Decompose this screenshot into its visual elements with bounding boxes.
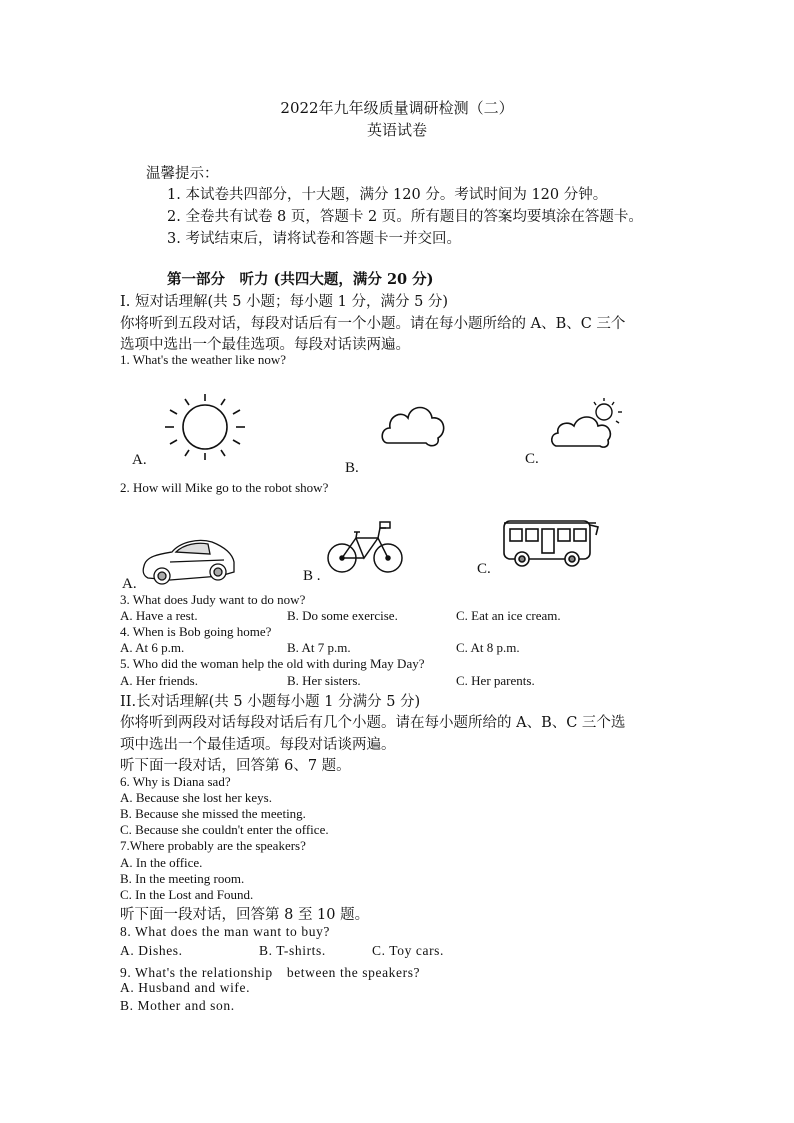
q5-option-b: B. Her sisters.: [287, 673, 361, 688]
dialog2-intro: 听下面一段对话，回答第 8 至 10 题。: [120, 907, 370, 923]
q9-question: 9. What's the relationship between the speakers?: [120, 965, 421, 980]
q1-option-a-label: A.: [132, 452, 147, 468]
q7-option-a: A. In the office.: [120, 855, 203, 870]
exam-subtitle: 英语试卷: [366, 121, 427, 139]
section2-instruction-1: 你将听到两段对话每段对话后有几个小题。请在每小题所给的 A、B、C 三个选: [120, 715, 626, 731]
q6-question: 6. Why is Diana sad?: [120, 774, 231, 789]
q7-option-b: B. In the meeting room.: [120, 871, 245, 886]
q9-option-b: B. Mother and son.: [120, 998, 235, 1013]
q1-option-c-label: C.: [525, 451, 539, 467]
q4-option-a: A. At 6 p.m.: [120, 640, 185, 655]
section2-instruction-2: 项中选出一个最佳适项。每段对话谈两遍。: [120, 737, 396, 753]
q6-option-c: C. Because she couldn't enter the office.: [120, 822, 329, 837]
q4-option-b: B. At 7 p.m.: [287, 640, 351, 655]
cloud-icon: [378, 398, 448, 450]
exam-title: 2022年九年级质量调研检测（二）: [280, 99, 514, 117]
sun-icon: [160, 392, 250, 464]
q5-option-c: C. Her parents.: [456, 673, 535, 688]
bicycle-icon: [326, 520, 404, 576]
q4-option-c: C. At 8 p.m.: [456, 640, 520, 655]
q3-option-a: A. Have a rest.: [120, 608, 198, 623]
q2-option-c-label: C.: [477, 561, 491, 577]
car-icon: [140, 532, 238, 588]
q1-option-b-label: B.: [345, 460, 359, 476]
q3-option-c: C. Eat an ice cream.: [456, 608, 561, 623]
notice-item-1: 1. 本试卷共四部分，十大题，满分 120 分。考试时间为 120 分钟。: [167, 187, 608, 203]
q3-option-b: B. Do some exercise.: [287, 608, 398, 623]
part1-heading: 第一部分 听力 (共四大题，满分 20 分): [167, 271, 434, 288]
notice-heading: 温馨提示：: [146, 166, 219, 182]
notice-item-2: 2. 全卷共有试卷 8 页，答题卡 2 页。所有题目的答案均要填涂在答题卡。: [167, 209, 643, 225]
dialog1-intro: 听下面一段对话，回答第 6、7 题。: [120, 758, 351, 774]
q8-option-c: C. Toy cars.: [372, 943, 444, 958]
section1-title: I. 短对话理解(共 5 小题；每小题 1 分，满分 5 分): [120, 294, 449, 310]
q4-question: 4. When is Bob going home?: [120, 624, 272, 639]
q6-option-a: A. Because she lost her keys.: [120, 790, 272, 805]
q5-question: 5. Who did the woman help the old with during May Day?: [120, 656, 425, 671]
partly-cloudy-icon: [550, 398, 632, 450]
q9-option-a: A. Husband and wife.: [120, 980, 251, 995]
q8-option-a: A. Dishes.: [120, 943, 183, 958]
q6-option-b: B. Because she missed the meeting.: [120, 806, 306, 821]
q2-option-b-label: B .: [303, 568, 321, 584]
section1-instruction-2: 选项中选出一个最佳选项。每段对话读两遍。: [120, 337, 410, 353]
q2-option-a-label: A.: [122, 576, 137, 592]
q3-question: 3. What does Judy want to do now?: [120, 592, 306, 607]
q8-question: 8. What does the man want to buy?: [120, 924, 331, 939]
section1-instruction-1: 你将听到五段对话，每段对话后有一个小题。请在每小题所给的 A、B、C 三个: [120, 316, 626, 332]
q7-option-c: C. In the Lost and Found.: [120, 887, 254, 902]
q8-option-b: B. T-shirts.: [259, 943, 326, 958]
q7-question: 7.Where probably are the speakers?: [120, 838, 306, 853]
section2-title: II.长对话理解(共 5 小题每小题 1 分满分 5 分): [120, 694, 421, 710]
q5-option-a: A. Her friends.: [120, 673, 198, 688]
notice-item-3: 3. 考试结束后，请将试卷和答题卡一并交回。: [167, 231, 461, 247]
bus-icon: [500, 515, 604, 571]
q2-question: 2. How will Mike go to the robot show?: [120, 480, 329, 495]
q1-question: 1. What's the weather like now?: [120, 352, 286, 367]
